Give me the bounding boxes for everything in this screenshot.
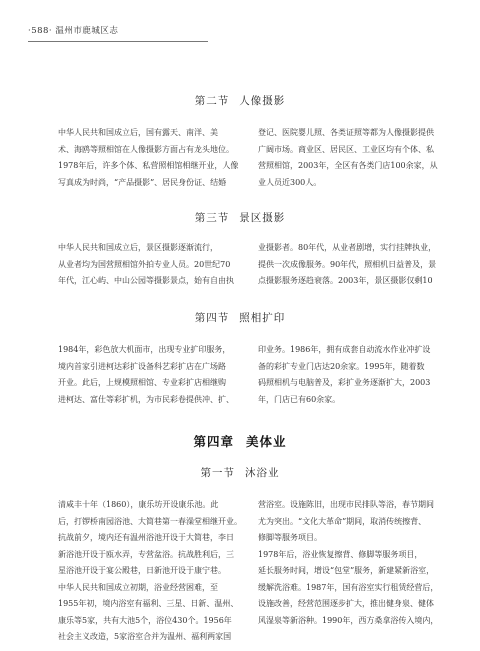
section-title: 景区摄影: [239, 212, 286, 224]
section-number: 第三节: [194, 212, 230, 224]
section-heading-portrait: [0, 93, 480, 108]
text-line: 中华人民共和国成立后，国有露天、南洋、美: [58, 128, 218, 137]
text-line: 中华人民共和国成立后，景区摄影逐渐流行，: [58, 243, 218, 252]
portrait-left-column: [58, 125, 253, 191]
scenic-right-column: [258, 240, 453, 290]
text-line: 延长服务时间，增设“包堂”服务，新建紧新浴室，: [258, 566, 435, 575]
text-line: 1984年，彩色放大机面市，出现专业扩印服务，: [58, 345, 231, 354]
text-line: 修脚等服务项目。: [258, 533, 322, 542]
text-line: 社会主义改造，5家浴室合并为温州、福利两家国: [58, 632, 232, 641]
text-line: 康乐等5家，共有大池5个，浴位430个。1956年: [58, 615, 232, 625]
chapter-heading: [0, 432, 480, 450]
section-number: 第四节: [194, 312, 230, 324]
text-line: 提供一次成像服务。90年代，照相机日益普及，景: [258, 259, 437, 269]
bathing-left-column: [58, 497, 253, 646]
page-header: ·588· 温州市鹿城区志: [28, 26, 119, 36]
text-line: 写真成为时尚，“产品摄影”、居民身份证、结婚: [58, 177, 227, 187]
section-heading-printing: [0, 310, 480, 325]
text-line: 抗战前夕，境内还有温州浴池开设于大简巷，李日: [58, 533, 234, 542]
section-title: 照相扩印: [239, 312, 286, 324]
text-line: 业摄影者。80年代，从业者剧增，实行挂牌执业，: [258, 243, 437, 252]
text-line: 1955年初，境内浴室有福利、三星、日新、温州、: [58, 599, 239, 608]
section-number: 第一节: [200, 467, 235, 479]
text-line: 开业。此后，上规模照相馆、专业彩扩店相继购: [58, 378, 226, 387]
text-line: 业人员近300人。: [258, 177, 322, 187]
bathing-right-column: [258, 497, 453, 629]
text-line: 广阔市场。商业区、居民区、工业区均有个体、私: [258, 144, 434, 154]
text-line: 1978年后，许多个体、私营照相馆相继开业，人像: [58, 161, 239, 170]
chapter-title: 美体业: [246, 434, 287, 449]
text-line: 新浴池开设于瓯水弄，专营盆浴。抗战胜利后，三: [58, 549, 234, 559]
text-line: 年代，江心屿、中山公园等摄影景点，始有自由执: [58, 276, 234, 285]
section-heading-scenic: [0, 210, 480, 225]
text-line: 尤为突出。“文化大革命”期间，取消传统擦背、: [258, 516, 427, 526]
text-line: 星浴池开设于宴公殿巷，日新池开设于康宁巷。: [58, 566, 226, 575]
printing-left-column: [58, 342, 253, 408]
text-line: 风湿泉等新浴种。1990年，西方桑拿浴传入境内，: [258, 615, 439, 625]
text-line: 营照相馆，2003年，全区有各类门店100余家，从: [258, 161, 438, 170]
text-line: 1978年后，浴业恢复擦背、修脚等服务项目，: [258, 549, 423, 559]
text-line: 术、海鸥等照相馆在人像摄影方面占有龙头地位。: [58, 144, 234, 154]
text-line: 码照相机与电脑普及，彩扩业务逐渐扩大，2003: [258, 378, 431, 387]
text-line: 境内首家引进柯达彩扩设备科艺彩扩店在广场路: [58, 361, 226, 371]
text-line: 进柯达、富仕等彩扩机，为市民彩卷提供冲、扩、: [58, 394, 234, 404]
header-rule: [28, 41, 208, 42]
text-line: 点摄影服务逐趋衰落。2003年，景区摄影仅剩10: [258, 276, 433, 285]
text-line: 登记、医院婴儿照、各类证照等都为人像摄影提供: [258, 128, 434, 137]
section-title: 人像摄影: [239, 95, 286, 107]
text-line: 设施改善，经营范围逐步扩大，推出健身泉、健体: [258, 599, 434, 608]
section-title: 沐浴业: [245, 467, 280, 479]
printing-right-column: [258, 342, 453, 408]
scenic-left-column: [58, 240, 253, 290]
text-line: 营浴室。设施陈旧，出现市民排队等浴，春节期间: [258, 500, 434, 509]
section-number: 第二节: [194, 95, 230, 107]
text-line: 印业务。1986年，拥有成套自动流水作业冲扩设: [258, 345, 431, 354]
text-line: 后，打锣桥南园浴池、大简巷第一春澡堂相继开业。: [58, 516, 242, 526]
section-heading-bathing: [0, 465, 480, 480]
text-line: 缓解洗浴难。1987年，国有浴室实行租赁经营后，: [258, 582, 439, 592]
text-line: 备的彩扩专业门店达20余家。1995年，随着数: [258, 361, 425, 371]
text-line: 年，门店已有60余家。: [258, 394, 341, 404]
text-line: 中华人民共和国成立初期，浴业经营困难，至: [58, 582, 218, 592]
chapter-number: 第四章: [193, 434, 234, 449]
portrait-right-column: [258, 125, 453, 191]
text-line: 清咸丰十年（1860），康乐坊开设康乐池。此: [58, 500, 219, 509]
text-line: 从业者均为国营照相馆外拍专业人员。20世纪70: [58, 259, 231, 269]
